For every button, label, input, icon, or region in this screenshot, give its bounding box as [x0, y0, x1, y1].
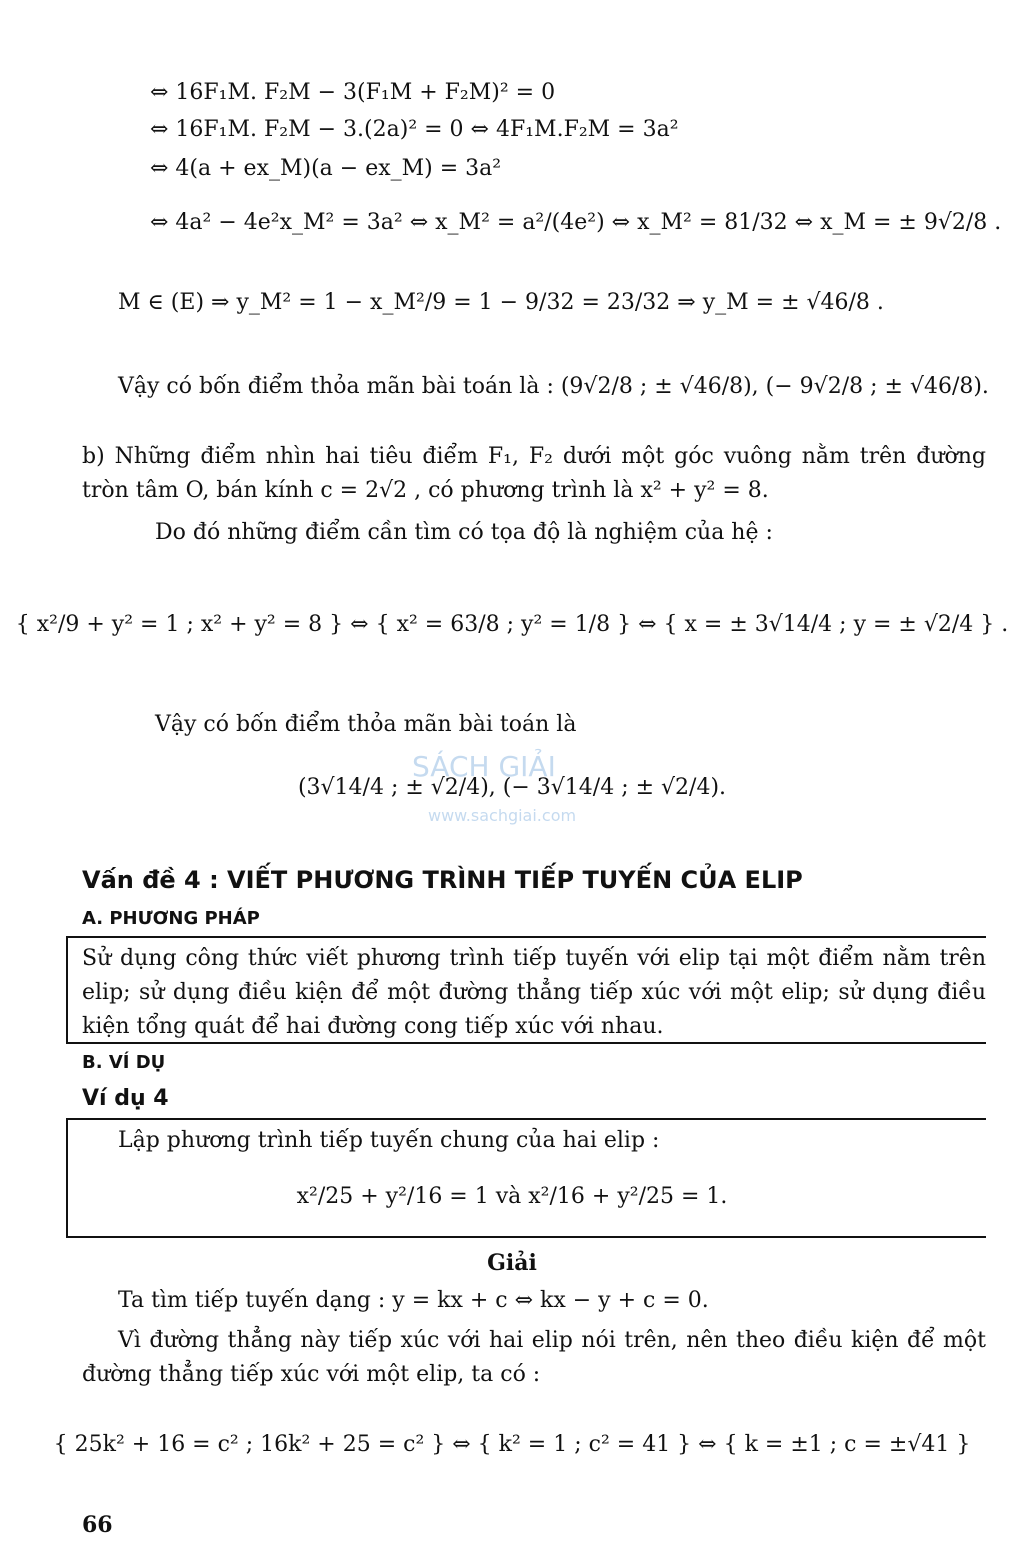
part-b-system: { x²/9 + y² = 1 ; x² + y² = 8 } ⇔ { x² = 63/8 ; y² = 1/8 } ⇔ { x = ± 3√14/4 ; y = ± √2/4 } .	[15, 612, 1009, 637]
equation-line-5: M ∈ (E) ⇒ y_M² = 1 − x_M²/9 = 1 − 9/32 = 23/32 ⇒ y_M = ± √46/8 .	[118, 290, 884, 315]
example-heading: B. VÍ DỤ	[82, 1052, 166, 1073]
watermark-url: www.sachgiai.com	[428, 806, 577, 825]
part-b-text: b) Những điểm nhìn hai tiêu điểm F₁, F₂ dưới một góc vuông nằm trên đường tròn tâm O, bán kính c = 2√2 , có phương trình là x² + y² = 8.	[82, 444, 986, 503]
solution-line-2: Vì đường thẳng này tiếp xúc với hai elip nói trên, nên theo điều kiện để một đường thẳng tiếp xúc với một elip, ta có :	[82, 1328, 986, 1387]
page-number: 66	[82, 1512, 113, 1538]
part-a-conclusion: Vậy có bốn điểm thỏa mãn bài toán là : (9√2/8 ; ± √46/8), (− 9√2/8 ; ± √46/8).	[118, 374, 989, 399]
equation-line-1: ⇔ 16F₁M. F₂M − 3(F₁M + F₂M)² = 0	[150, 80, 556, 105]
solution-line-1: Ta tìm tiếp tuyến dạng : y = kx + c ⇔ kx − y + c = 0.	[118, 1288, 709, 1313]
part-b-conclusion: Vậy có bốn điểm thỏa mãn bài toán là	[155, 712, 577, 737]
watermark-brand: SÁCH GIẢI	[412, 750, 556, 783]
example-formula: x²/25 + y²/16 = 1 và x²/16 + y²/25 = 1.	[296, 1184, 728, 1209]
part-b-points: (3√14/4 ; ± √2/4), (− 3√14/4 ; ± √2/4).	[297, 775, 727, 800]
solution-system: { 25k² + 16 = c² ; 16k² + 25 = c² } ⇔ { k² = 1 ; c² = 41 } ⇔ { k = ±1 ; c = ±√41 }	[53, 1432, 971, 1457]
method-heading: A. PHƯƠNG PHÁP	[82, 908, 260, 929]
section-title: Vấn đề 4 : VIẾT PHƯƠNG TRÌNH TIẾP TUYẾN CỦA ELIP	[82, 866, 803, 894]
part-b-intro: Do đó những điểm cần tìm có tọa độ là nghiệm của hệ :	[155, 520, 773, 545]
example-text: Lập phương trình tiếp tuyến chung của hai elip :	[118, 1128, 660, 1153]
example-label: Ví dụ 4	[82, 1086, 169, 1111]
equation-line-4: ⇔ 4a² − 4e²x_M² = 3a² ⇔ x_M² = a²/(4e²) ⇔ x_M² = 81/32 ⇔ x_M = ± 9√2/8 .	[150, 210, 1002, 235]
solution-heading: Giải	[487, 1250, 537, 1276]
equation-line-3: ⇔ 4(a + ex_M)(a − ex_M) = 3a²	[150, 156, 502, 181]
method-text: Sử dụng công thức viết phương trình tiếp tuyến với elip tại một điểm nằm trên elip; sử dụng điều kiện để một đường thẳng tiếp xúc với một elip; sử dụng điều kiện tổng quát để hai đường cong tiếp xúc với nhau.	[82, 946, 986, 1039]
equation-line-2: ⇔ 16F₁M. F₂M − 3.(2a)² = 0 ⇔ 4F₁M.F₂M = 3a²	[150, 117, 679, 142]
